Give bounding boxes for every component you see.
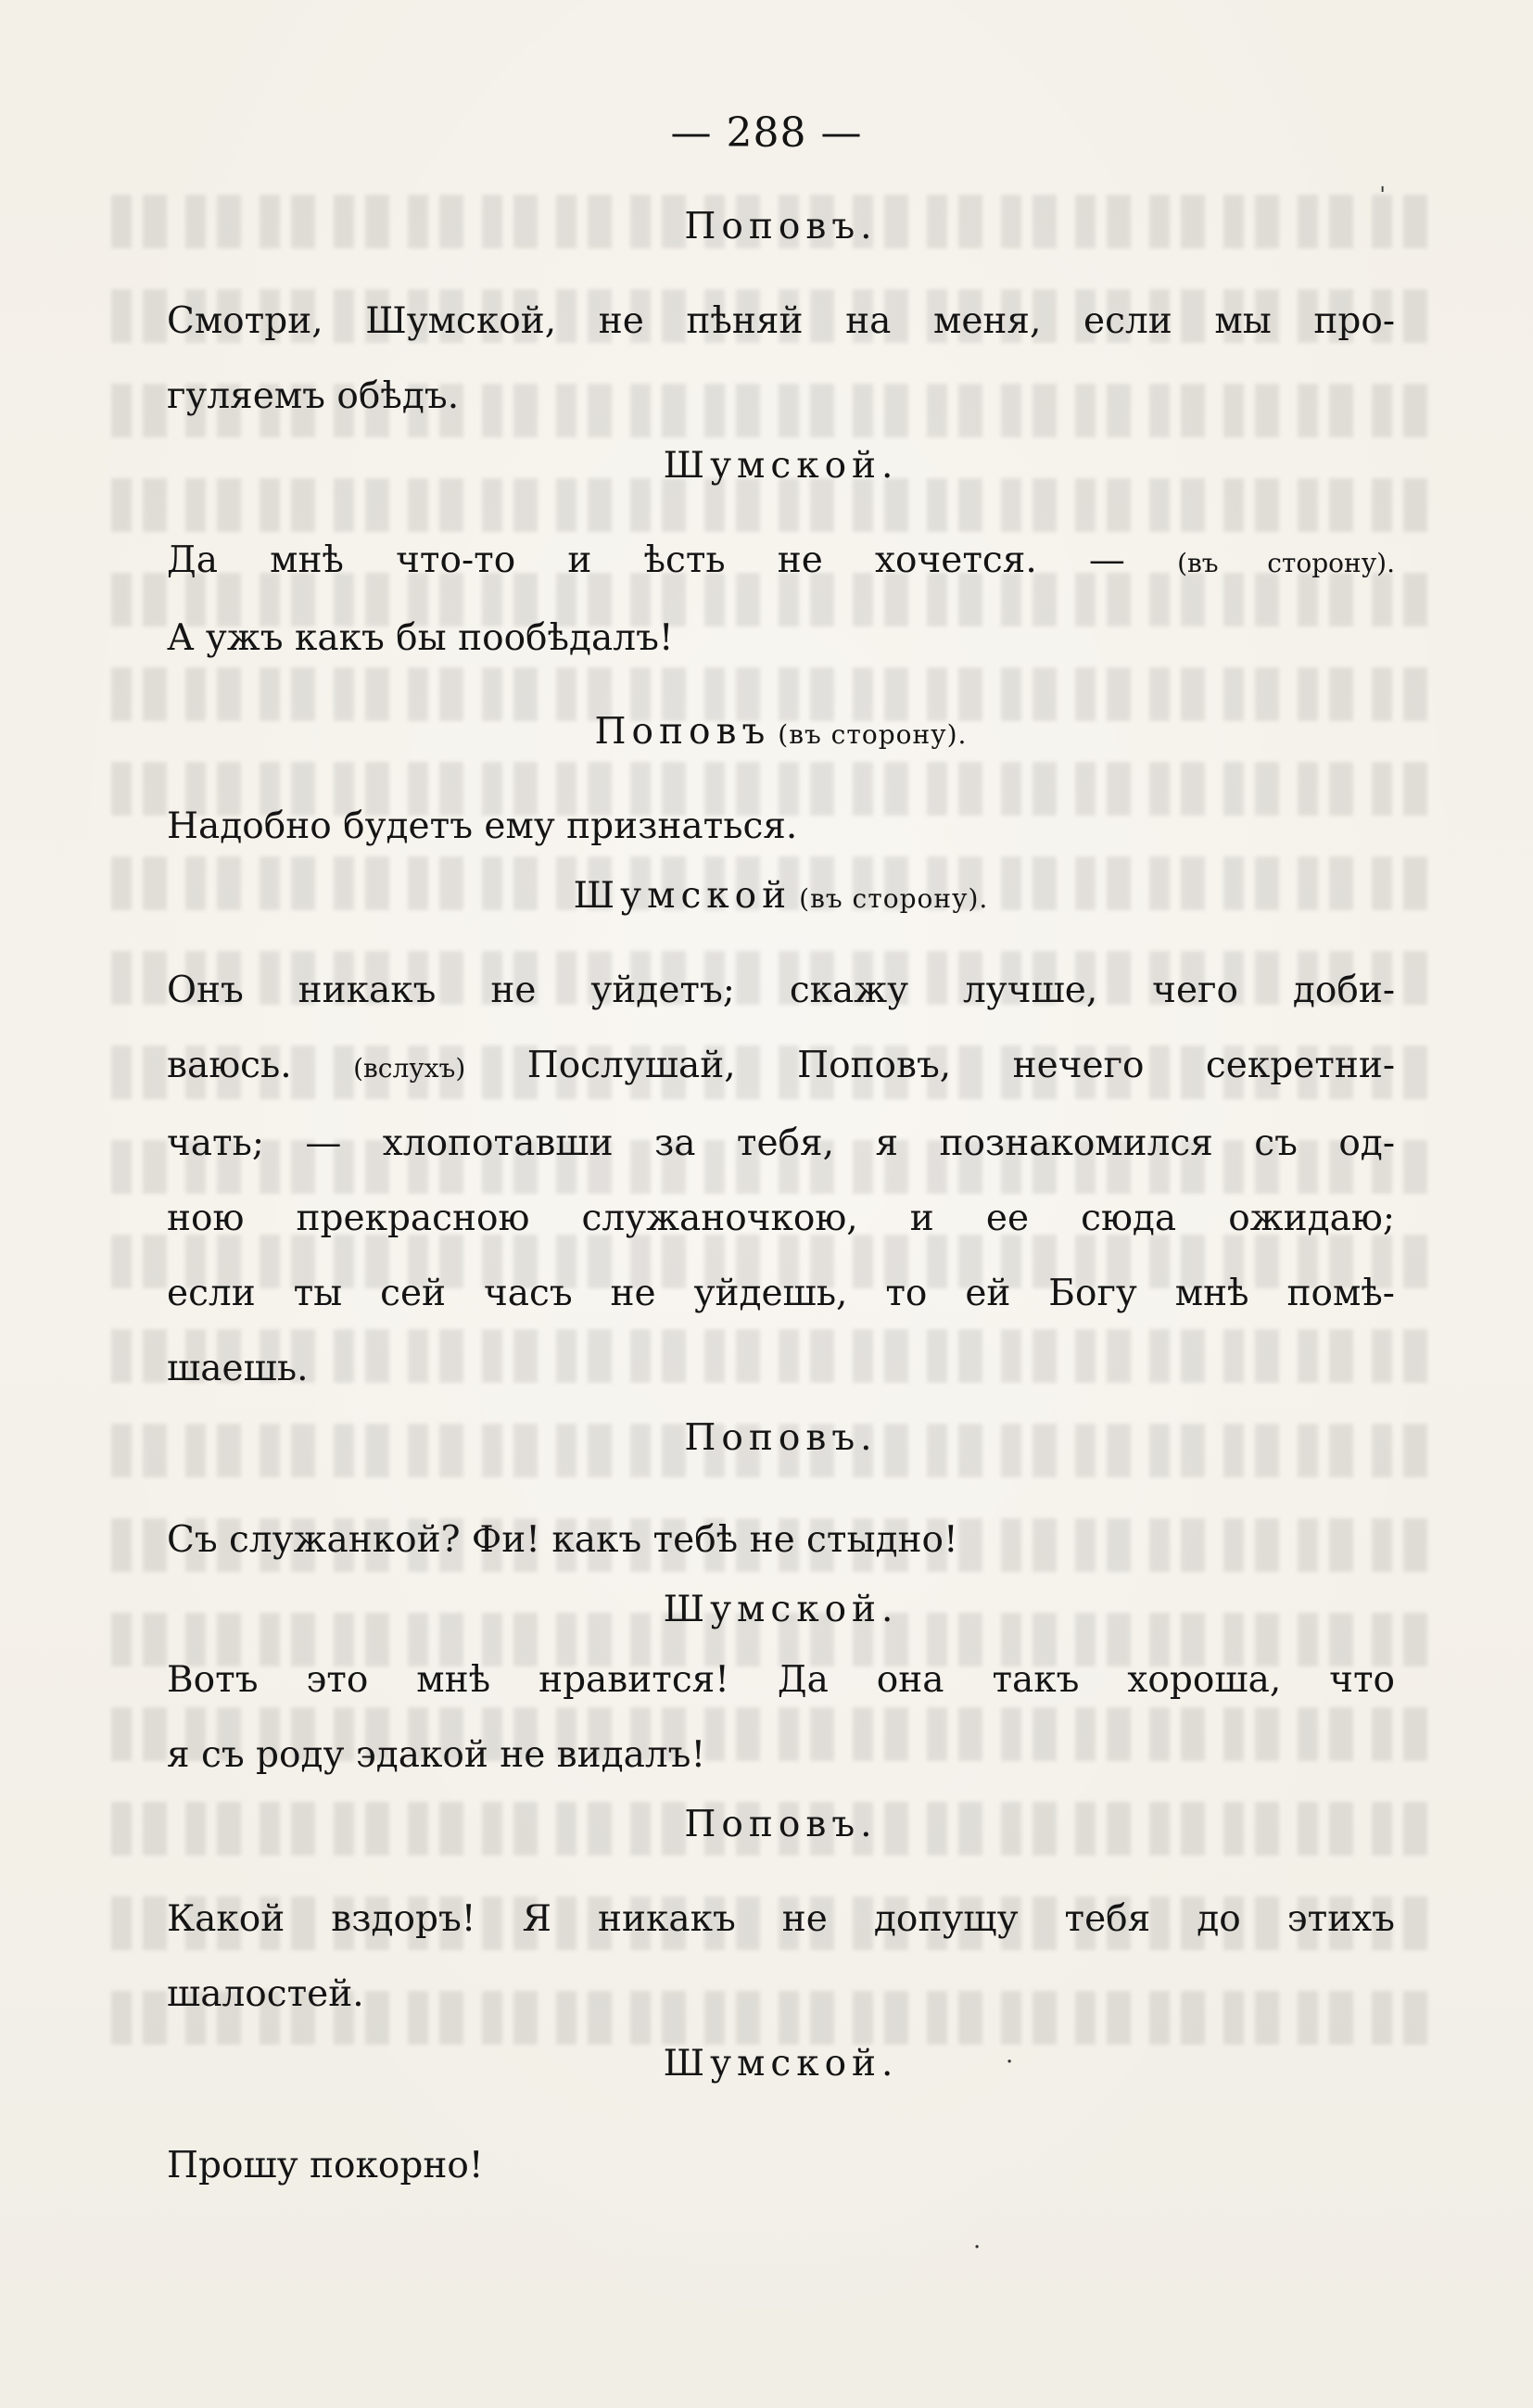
text-line: Онъ никакъ не уйдетъ; скажу лучше, чего доби- (167, 970, 1395, 1011)
text-line: Надобно будетъ ему признаться. (167, 805, 798, 847)
speaker-name: Поповъ. (684, 1804, 878, 1845)
print-speck: · (973, 2234, 982, 2262)
stage-direction: (въ сторону). (1177, 548, 1395, 578)
text-line: А ужъ какъ бы пообѣдалъ! (167, 617, 674, 659)
speaker-name: Поповъ. (684, 206, 878, 247)
text-line (167, 523, 1395, 601)
text-line: Какой вздоръ! Я никакъ не допущу тебя до этихъ (167, 1898, 1395, 1940)
text-line: ною прекрасною служаночкою, и ее сюда ожидаю; (167, 1198, 1395, 1239)
text-line: если ты сей часъ не уйдешь, то ей Богу мнѣ помѣ- (167, 1273, 1395, 1314)
text-span: Послушай, Поповъ, нечего секретни- (526, 1045, 1395, 1086)
text-line: гуляемъ обѣдъ. (167, 375, 460, 417)
print-speck: · (1006, 2048, 1014, 2076)
play-text (167, 195, 1395, 2203)
speaker-label: Поповъ (594, 711, 771, 753)
speaker-name (167, 700, 1395, 765)
text-span: ваюсь. (167, 1045, 292, 1086)
page-number: — 288 — (670, 109, 863, 157)
print-speck: ˈ (1379, 184, 1387, 211)
text-line: я съ роду эдакой не видалъ! (167, 1734, 706, 1776)
speaker-name: Шумской. (663, 1589, 899, 1630)
text-line: чать; — хлопотавши за тебя, я познакомился съ од- (167, 1122, 1395, 1164)
stage-direction: (въ сторону). (799, 883, 989, 914)
text-line: шаешь. (167, 1348, 309, 1389)
text-line: Смотри, Шумской, не пѣняй на меня, если мы про- (167, 300, 1395, 342)
text-span: Да мнѣ что-то и ѣсть не хочется. — (167, 539, 1125, 581)
text-line: Съ служанкой? Фи! какъ тебѣ не стыдно! (167, 1519, 958, 1561)
stage-direction: (въ сторону). (778, 719, 968, 750)
text-line: Вотъ это мнѣ нравится! Да она такъ хороша, что (167, 1659, 1395, 1701)
text-line: Прошу покорно! (167, 2145, 484, 2186)
speaker-name (167, 864, 1395, 929)
stage-direction: (вслухъ) (353, 1053, 466, 1084)
speaker-label: Шумской (573, 875, 792, 917)
speaker-name: Шумской. (663, 2043, 899, 2085)
speaker-name: Шумской. (663, 445, 899, 487)
text-line (167, 1028, 1395, 1106)
text-line: шалостей. (167, 1973, 364, 2015)
speaker-name: Поповъ. (684, 1417, 878, 1459)
